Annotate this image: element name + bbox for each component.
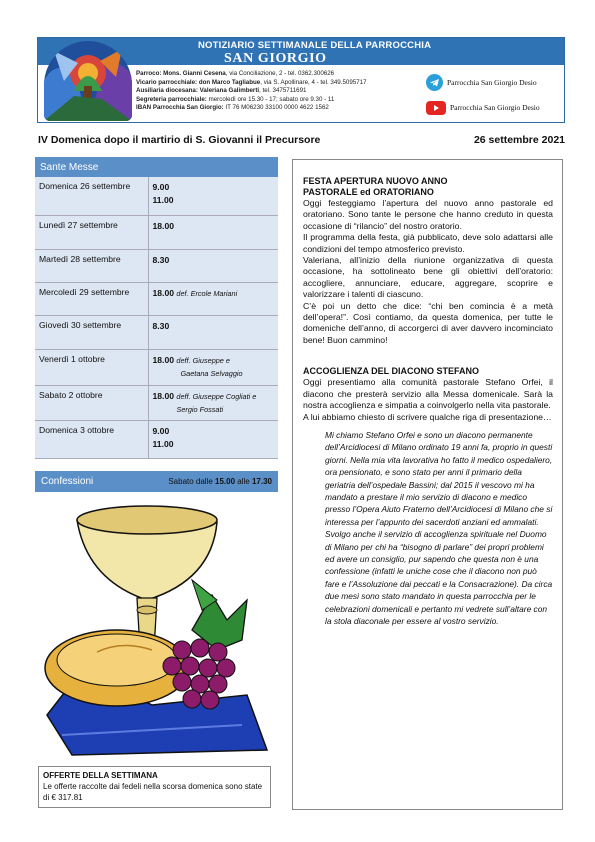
contact-line: Segreteria parrocchiale: mercoledì ore 15.30 - 17; sabato ore 9.30 - 11 bbox=[136, 95, 335, 103]
youtube-label: Parrocchia San Giorgio Desio bbox=[450, 103, 540, 112]
subheader bbox=[38, 134, 565, 146]
contact-line: Parroco: Mons. Gianni Cesena, via Conciliazione, 2 - tel. 0362.300626 bbox=[136, 70, 335, 77]
newsletter-header bbox=[37, 37, 565, 123]
article-paragraph: Valeriana, all’inizio della riunione organizzativa di questa occasione, ha sottolineato bene gli obiettivi dell’oratorio: accogliere, annunciare, educare, aggregare, scoprire e valorizzare i talenti di ciascuno. bbox=[303, 255, 553, 300]
mass-day: Venerdì 1 ottobre bbox=[35, 349, 148, 385]
contacts-block bbox=[136, 70, 421, 113]
offerings-box bbox=[38, 766, 271, 808]
table-row: Mercoledì 29 settembre 18.00 def. Ercole Mariani bbox=[35, 282, 278, 315]
youtube-link[interactable] bbox=[426, 99, 540, 116]
offerings-text: Le offerte raccolte dai fedeli nella scorsa domenica sono state di € 317.81 bbox=[43, 782, 263, 802]
mass-day: Domenica 26 settembre bbox=[35, 177, 148, 215]
telegram-label: Parrocchia San Giorgio Desio bbox=[447, 78, 537, 87]
article-paragraph: Oggi presentiamo alla comunità pastorale Stefano Orfei, il diacono che presterà servizio alla Messa domenicale. Sarà la nostra accoglienza e simpatia a coinvolgerlo nella vita pastorale. bbox=[303, 377, 553, 411]
article-title: ACCOGLIENZA DEL DIACONO STEFANO bbox=[303, 366, 480, 377]
table-row: Domenica 3 ottobre 9.00 11.00 bbox=[35, 420, 278, 458]
parish-title: SAN GIORGIO bbox=[224, 51, 327, 66]
contact-line: Vicario parrocchiale: don Marco Tagliabue, via S. Apollinare, 4 - tel. 349.5095717 bbox=[136, 78, 367, 86]
table-row: Lunedì 27 settembre 18.00 bbox=[35, 215, 278, 249]
stained-glass-logo bbox=[44, 41, 132, 121]
deacon-quote: Mi chiamo Stefano Orfei e sono un diacono permanente dell’Arcidiocesi di Milano ordinato 19 anni fa, proprio in questi giorni. Nella mia vita lavorativa ho fatto il medico ospedaliero, ora pensionato, e sono stato per anni il primario della geriatria dell’ospedale Bassini; dal 2015 il vescovo mi ha mandato a prestare il mio servizio di diacono e medico presso l’Opera Aiuto Fraterno dell’Arcidiocesi di Milano che si interessa per l’appunto dei sacerdoti anziani ed ammalati. Svolgo anche il servizio di accoglienza spirituale nel Duomo di Milano per chi ha “bisogno di parlare” dei propri problemi ed avere un consiglio, pur sapendo che questa non è una confessione (infatti le uniche cose che il diacono non può fare e l’Assoluzione dai peccati e la Consacrazione). Da circa due mesi sono stato mandato in questa parrocchia per le celebrazioni domenicali e pertanto mi vedrete sull’altare con la stola diaconale per essere al vostro servizio. bbox=[325, 429, 553, 626]
articles-panel bbox=[292, 159, 563, 810]
youtube-icon bbox=[426, 101, 446, 115]
confessions-time: Sabato dalle 15.00 alle 17.30 bbox=[168, 477, 272, 486]
masses-panel bbox=[35, 157, 278, 459]
mass-day: Mercoledì 29 settembre bbox=[35, 282, 148, 315]
telegram-link[interactable] bbox=[426, 74, 537, 91]
masses-title: Sante Messe bbox=[35, 157, 278, 177]
table-row: Domenica 26 settembre 9.00 11.00 bbox=[35, 177, 278, 215]
offerings-title: OFFERTE DELLA SETTIMANA bbox=[43, 771, 158, 780]
mass-day: Giovedì 30 settembre bbox=[35, 315, 148, 349]
article-paragraph: Oggi festeggiamo l’apertura del nuovo anno pastorale ed oratoriano. Sono tante le persone che hanno creduto in questa occasione di “rilancio” del nostro oratorio. bbox=[303, 198, 553, 231]
liturgical-day: IV Domenica dopo il martirio di S. Giovanni il Precursore bbox=[38, 134, 321, 146]
table-row: Venerdì 1 ottobre 18.00 deff. Giuseppe e Gaetana Selvaggio bbox=[35, 349, 278, 385]
article-paragraph: Il programma della festa, già pubblicato, deve solo adattarsi alle condizioni del tempo atmosferico previsto. bbox=[303, 232, 553, 254]
table-row: Sabato 2 ottobre 18.00 deff. Giuseppe Cogliati e Sergio Fossati bbox=[35, 385, 278, 420]
mass-day: Domenica 3 ottobre bbox=[35, 420, 148, 458]
article-paragraph: A lui abbiamo chiesto di scrivere qualche riga di presentazione… bbox=[303, 411, 552, 422]
confessions-bar bbox=[35, 471, 278, 492]
mass-day: Sabato 2 ottobre bbox=[35, 385, 148, 420]
chalice-bread-grapes-illustration bbox=[42, 500, 272, 760]
article-title: FESTA APERTURA NUOVO ANNO bbox=[303, 176, 448, 186]
masses-table bbox=[35, 177, 278, 459]
article-title: PASTORALE ed ORATORIANO bbox=[303, 187, 434, 197]
table-row: Giovedì 30 settembre 8.30 bbox=[35, 315, 278, 349]
table-row: Martedì 28 settembre 8.30 bbox=[35, 249, 278, 282]
mass-day: Martedì 28 settembre bbox=[35, 249, 148, 282]
contact-line: Ausiliaria diocesana: Valeriana Galimberti, tel. 3475711691 bbox=[136, 87, 307, 95]
issue-date: 26 settembre 2021 bbox=[473, 134, 565, 146]
confessions-title: Confessioni bbox=[41, 476, 94, 487]
header-kicker: NOTIZIARIO SETTIMANALE DELLA PARROCCHIA bbox=[198, 40, 432, 51]
mass-day: Lunedì 27 settembre bbox=[35, 215, 148, 249]
article-paragraph: C’è poi un detto che dice: “chi ben comincia è a metà dell’opera!”. Così contiamo, da questa domenica, per tutte le domeniche dell’anno, di accorgerci di aver davvero incominciato bene! Buon cammino! bbox=[303, 300, 553, 345]
contact-line: IBAN Parrocchia San Giorgio: IT 76 M06230 33100 0000 4622 1562 bbox=[136, 104, 329, 112]
telegram-icon bbox=[426, 74, 443, 91]
